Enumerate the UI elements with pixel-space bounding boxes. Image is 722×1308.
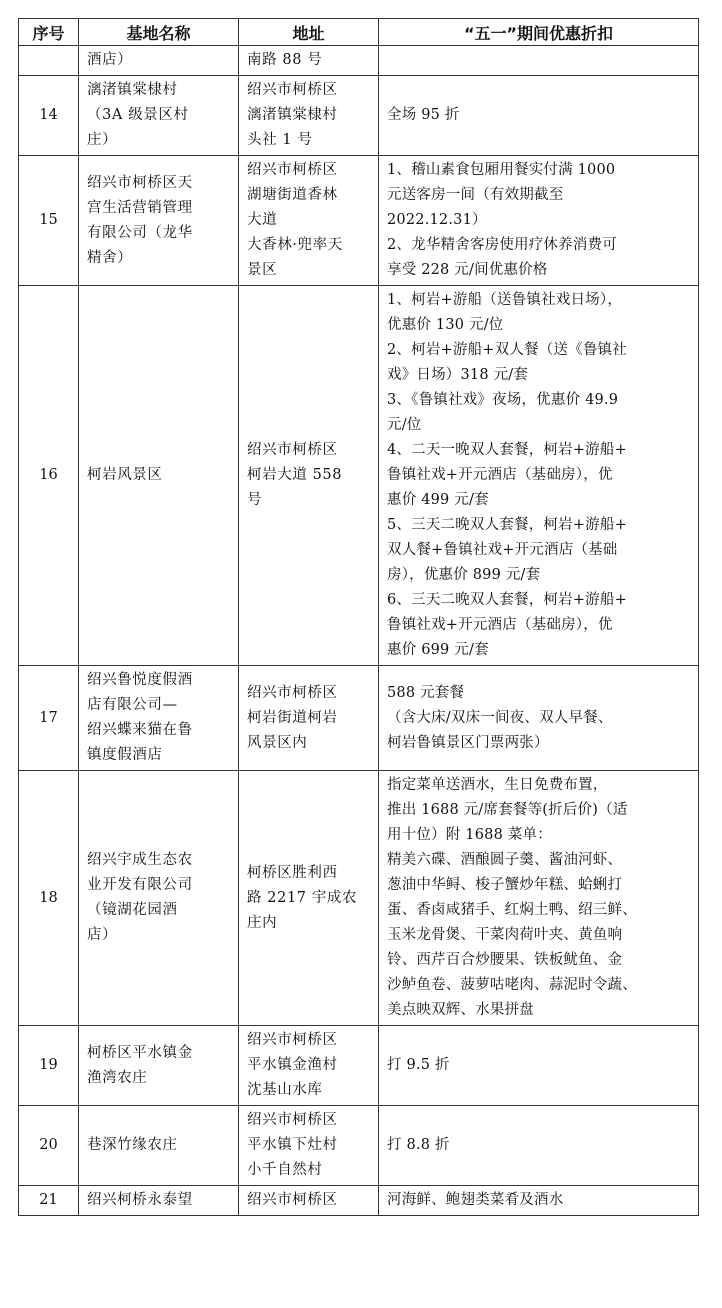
- row-base-name: [79, 156, 239, 286]
- row-discount: [379, 1106, 699, 1186]
- row-discount-line: 2、龙华精舍客房使用疗休养消费可: [387, 237, 617, 253]
- row-address-line: 庄内: [247, 914, 278, 931]
- table-row: [19, 1106, 699, 1186]
- row-address-line: 沈基山水库: [247, 1082, 323, 1098]
- table-row: [19, 771, 699, 1026]
- row-discount-line: 全场 95 折: [387, 107, 460, 123]
- row-discount-line: 柯岩鲁镇景区门票两张）: [387, 734, 549, 751]
- row-address: [239, 1186, 379, 1216]
- row-discount-line: 铃、西芹百合炒腰果、铁板鱿鱼、金: [387, 952, 623, 968]
- row-base-name: [79, 1106, 239, 1186]
- row-address-line: 柯岩街道柯岩: [247, 709, 338, 726]
- row-address-line: 柯桥区胜利西: [247, 864, 338, 881]
- row-base-name-line: 庄）: [87, 132, 118, 148]
- row-seq: 15: [19, 156, 79, 286]
- row-address-line: 南路 88 号: [247, 52, 323, 68]
- row-discount: [379, 1026, 699, 1106]
- row-discount-line: 戏》日场）318 元/套: [387, 367, 529, 383]
- row-address: [239, 771, 379, 1026]
- row-base-name-line: （镜湖花园酒: [87, 902, 178, 918]
- row-base-name-line: 酒店）: [87, 52, 133, 68]
- row-address-line: 漓渚镇棠棣村: [247, 107, 338, 123]
- row-discount-line: 用十位）附 1688 菜单：: [387, 827, 552, 843]
- row-discount-line: 推出 1688 元/席套餐等(折后价)（适: [387, 802, 628, 818]
- row-discount-line: （含大床/双床一间夜、双人早餐、: [387, 709, 613, 726]
- row-discount-line: 1、柯岩+游船（送鲁镇社戏日场），: [387, 292, 623, 308]
- row-base-name: [79, 771, 239, 1026]
- row-discount-line: 1、稽山素食包厢用餐实付满 1000: [387, 162, 616, 178]
- row-address-line: 大道: [247, 212, 278, 228]
- row-seq: 19: [19, 1026, 79, 1106]
- row-address-line: 绍兴市柯桥区: [247, 1112, 338, 1128]
- row-address-line: 平水镇金渔村: [247, 1057, 338, 1073]
- discount-table: [18, 18, 699, 1216]
- row-address: [239, 156, 379, 286]
- row-address-line: 大香林·兜率天: [247, 237, 343, 253]
- row-discount: [379, 76, 699, 156]
- row-address: [239, 1106, 379, 1186]
- row-address: [239, 286, 379, 666]
- row-address-line: 风景区内: [247, 734, 308, 751]
- row-address: [239, 666, 379, 771]
- row-address-line: 绍兴市柯桥区: [247, 1032, 338, 1048]
- row-discount-line: 元送客房一间（有效期截至: [387, 187, 564, 203]
- row-discount-line: 3、《鲁镇社戏》夜场，优惠价 49.9: [387, 392, 619, 408]
- row-base-name: [79, 1026, 239, 1106]
- table-row: [19, 46, 699, 76]
- row-discount: [379, 1186, 699, 1216]
- row-discount-line: 惠价 699 元/套: [387, 642, 489, 658]
- row-seq: [19, 46, 79, 76]
- row-discount-line: 惠价 499 元/套: [387, 492, 489, 508]
- table-header-row: [19, 19, 699, 46]
- row-base-name-line: 镇度假酒店: [87, 747, 163, 763]
- row-base-name-line: 店）: [87, 927, 118, 943]
- row-discount-line: 打 8.8 折: [387, 1137, 450, 1153]
- row-base-name: [79, 76, 239, 156]
- row-base-name: [79, 666, 239, 771]
- header-address: 地址: [239, 19, 379, 46]
- header-seq: 序号: [19, 19, 79, 46]
- row-base-name-line: 渔湾农庄: [87, 1069, 148, 1086]
- row-seq: 21: [19, 1186, 79, 1216]
- row-seq: 20: [19, 1106, 79, 1186]
- row-base-name-line: 精舍）: [87, 249, 133, 266]
- header-discount: “五一”期间优惠折扣: [379, 19, 699, 46]
- header-name: 基地名称: [79, 19, 239, 46]
- row-discount-line: 6、三天二晚双人套餐，柯岩+游船+: [387, 592, 627, 608]
- row-address-line: 平水镇下灶村: [247, 1137, 338, 1153]
- row-base-name-line: 店有限公司—: [87, 697, 178, 713]
- row-base-name-line: 柯岩风景区: [87, 467, 163, 483]
- row-discount-line: 河海鲜、鲍翅类菜肴及酒水: [387, 1192, 564, 1208]
- row-discount-line: 精美六碟、酒酿圆子羹、酱油河虾、: [387, 852, 623, 868]
- row-discount-line: 2、柯岩+游船+双人餐（送《鲁镇社: [387, 342, 627, 358]
- row-base-name-line: 业开发有限公司: [87, 877, 193, 893]
- row-address: [239, 1026, 379, 1106]
- row-address: [239, 76, 379, 156]
- table-row: [19, 666, 699, 771]
- row-address-line: 景区: [247, 262, 278, 278]
- row-discount-line: 打 9.5 折: [387, 1057, 450, 1073]
- row-seq: 16: [19, 286, 79, 666]
- row-address-line: 路 2217 宇成农: [247, 889, 358, 906]
- row-address-line: 头社 1 号: [247, 132, 313, 148]
- row-address-line: 柯岩大道 558: [247, 467, 343, 483]
- row-discount-line: 元/位: [387, 417, 422, 433]
- row-discount-line: 葱油中华鲟、梭子蟹炒年糕、蛤蜊打: [387, 877, 623, 893]
- row-base-name: [79, 46, 239, 76]
- row-discount-line: 优惠价 130 元/位: [387, 317, 504, 333]
- row-base-name-line: 绍兴蝶来猫在鲁: [87, 722, 193, 738]
- row-discount-line: 鲁镇社戏+开元酒店（基础房），优: [387, 467, 613, 483]
- row-base-name: [79, 1186, 239, 1216]
- row-discount: [379, 286, 699, 666]
- row-discount-line: 美点映双辉、水果拼盘: [387, 1002, 534, 1018]
- row-address-line: 绍兴市柯桥区: [247, 442, 338, 458]
- row-address: [239, 46, 379, 76]
- row-discount-line: 588 元套餐: [387, 684, 465, 701]
- row-discount-line: 5、三天二晚双人套餐，柯岩+游船+: [387, 517, 627, 533]
- row-discount-line: 享受 228 元/间优惠价格: [387, 262, 548, 278]
- row-discount-line: 4、二天一晚双人套餐，柯岩+游船+: [387, 442, 627, 458]
- row-base-name-line: 绍兴市柯桥区天: [87, 174, 193, 191]
- row-address-line: 湖塘街道香林: [247, 187, 338, 203]
- row-seq: 14: [19, 76, 79, 156]
- row-seq: 17: [19, 666, 79, 771]
- row-address-line: 绍兴市柯桥区: [247, 82, 338, 98]
- row-base-name-line: 漓渚镇棠棣村: [87, 82, 178, 98]
- row-discount-line: 蛋、香卤咸猪手、红焖土鸭、绍三鲜、: [387, 902, 637, 918]
- row-discount: [379, 156, 699, 286]
- row-address-line: 绍兴市柯桥区: [247, 1192, 338, 1208]
- table-row: [19, 1026, 699, 1106]
- table-body: [19, 46, 699, 1216]
- row-address-line: 号: [247, 492, 263, 508]
- row-seq: 18: [19, 771, 79, 1026]
- row-discount-line: 指定菜单送酒水，生日免费布置，: [387, 777, 608, 793]
- row-base-name-line: （3A 级景区村: [87, 107, 189, 123]
- row-discount-line: 鲁镇社戏+开元酒店（基础房），优: [387, 617, 613, 633]
- row-discount: [379, 46, 699, 76]
- row-discount: [379, 771, 699, 1026]
- table-row: [19, 156, 699, 286]
- table-row: [19, 286, 699, 666]
- table-row: [19, 1186, 699, 1216]
- row-base-name-line: 宫生活营销管理: [87, 199, 193, 216]
- table-row: [19, 76, 699, 156]
- row-discount-line: 沙鲈鱼卷、菠萝咕咾肉、蒜泥时令蔬、: [387, 977, 637, 993]
- row-base-name-line: 有限公司（龙华: [87, 224, 193, 241]
- row-address-line: 小千自然村: [247, 1162, 323, 1178]
- row-base-name-line: 绍兴宇成生态农: [87, 852, 193, 868]
- row-discount-line: 双人餐+鲁镇社戏+开元酒店（基础: [387, 542, 618, 558]
- row-base-name-line: 绍兴鲁悦度假酒: [87, 672, 193, 688]
- row-base-name: [79, 286, 239, 666]
- row-base-name-line: 柯桥区平水镇金: [87, 1044, 193, 1061]
- row-discount-line: 房），优惠价 899 元/套: [387, 567, 541, 583]
- row-address-line: 绍兴市柯桥区: [247, 162, 338, 178]
- row-address-line: 绍兴市柯桥区: [247, 684, 338, 701]
- row-discount: [379, 666, 699, 771]
- row-base-name-line: 巷深竹缘农庄: [87, 1137, 178, 1153]
- row-discount-line: 玉米龙骨煲、干菜肉荷叶夹、黄鱼响: [387, 927, 623, 943]
- row-discount-line: 2022.12.31）: [387, 212, 487, 228]
- row-base-name-line: 绍兴柯桥永泰望: [87, 1192, 193, 1208]
